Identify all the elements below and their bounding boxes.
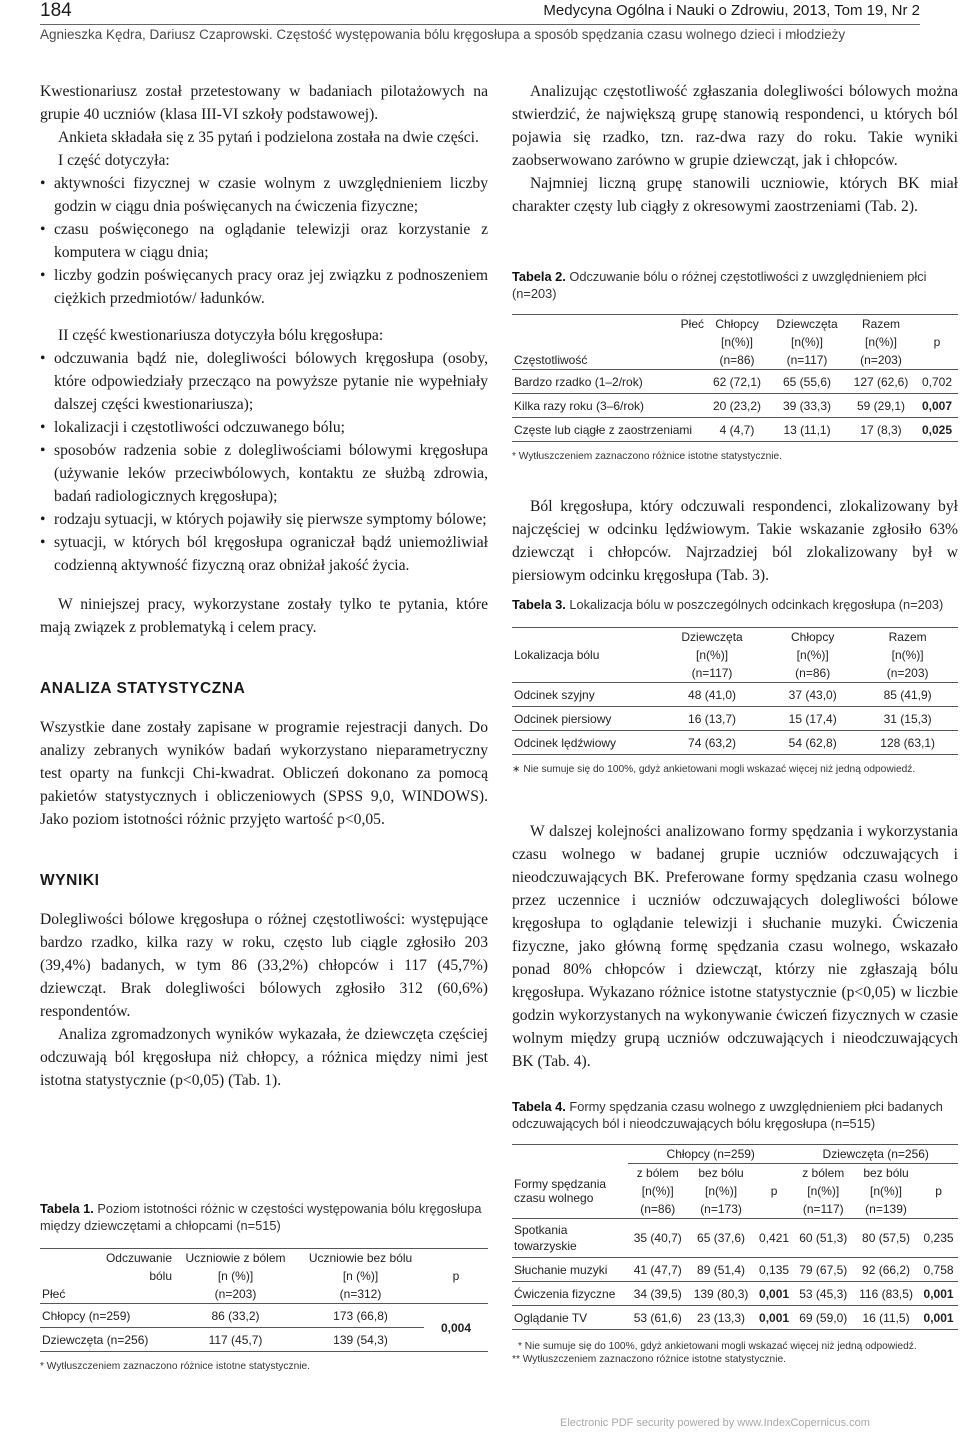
paragraph: Analiza zgromadzonych wyników wykazała, że dziewczęta częściej odczuwają ból kręgosłupa niż chłopcy, a różnica między nimi jest istotna statystycznie (p<0,05) (Tab. 1). xyxy=(40,1026,488,1089)
table-row: Kilka razy roku (3–6/rok) 20 (23,2) 39 (33,3) 59 (29,1) 0,007 xyxy=(512,394,958,418)
section-heading: ANALIZA STATYSTYCZNA xyxy=(40,680,246,697)
table-note: * Wytłuszczeniem zaznaczono różnice istotne statystycznie. xyxy=(512,451,782,462)
table-note: * Wytłuszczeniem zaznaczono różnice istotne statystycznie. xyxy=(40,1361,310,1372)
paragraph: Najmniej liczną grupę stanowili uczniowie, których BK miał charakter częsty lub ciągły z okresowymi zaostrzeniami (Tab. 2). xyxy=(512,175,958,215)
list-item: • sposobów radzenia sobie z dolegliwościami bólowymi kręgosłupa (używanie leków przeciwbólowych, kontaktu ze służbą zdrowia, badań radiologicznych kręgosłupa); xyxy=(40,439,488,508)
header-cell: p xyxy=(933,335,941,349)
header-cell: (n=117) xyxy=(691,666,733,680)
right-column xyxy=(512,80,958,218)
header-cell: Chłopcy xyxy=(715,317,759,331)
paragraph: W niniejszej pracy, wykorzystane zostały tylko te pytania, które mają związek z problematyką i celem pracy. xyxy=(40,596,488,636)
table-row: Chłopcy (n=259) 86 (33,2) 173 (66,8) 0,004 xyxy=(40,1304,488,1328)
header-cell: Płeć xyxy=(42,1287,66,1301)
header-cell: Razem xyxy=(888,630,927,644)
paragraph: II część kwestionariusza dotyczyła bólu kręgosłupa: xyxy=(58,327,384,344)
header-cell: [n(%)] xyxy=(891,648,924,662)
table-row: Odcinek lędźwiowy 74 (63,2) 54 (62,8) 128 (63,1) xyxy=(512,731,958,755)
paragraph: Dolegliwości bólowe kręgosłupa o różnej częstotliwości: występujące bardzo rzadko, kilka razy w roku, często lub ciągle zgłosiło 203 (39,4%) badanych, w tym 86 (33,2%) chłopców i 117 (45,7%) dziewcząt. Brak dolegliwości bólowych zgłosiło 312 (60,6%) respondentów. xyxy=(40,911,488,1020)
header-cell: Uczniowie bez bólu xyxy=(308,1251,413,1265)
header-cell: p xyxy=(452,1269,460,1283)
page-number: 184 xyxy=(40,0,72,21)
section-heading: WYNIKI xyxy=(40,872,100,889)
list-item: • lokalizacji i częstotliwości odczuwanego bólu; xyxy=(40,416,488,439)
header-cell: Chłopcy xyxy=(791,630,835,644)
header-cell: (n=312) xyxy=(339,1287,382,1301)
table-caption: Tabela 1. Poziom istotności różnic w częstości występowania bólu kręgosłupa między dziewczętami a chłopcami (n=515) xyxy=(40,1201,482,1233)
header-cell: Częstotliwość xyxy=(514,353,588,367)
header-cell: bólu xyxy=(149,1269,172,1283)
p-value: 0,004 xyxy=(424,1304,488,1352)
table-2 xyxy=(512,268,958,463)
table-row: Ćwiczenia fizyczne 34 (39,5) 139 (80,3) 0,001 53 (45,3) 116 (83,5) 0,001 xyxy=(512,1282,958,1306)
right-column-block xyxy=(512,495,958,587)
header-cell: Dziewczęta xyxy=(681,630,743,644)
header-cell: [n(%)] xyxy=(864,335,897,349)
header-cell: Płeć xyxy=(680,317,704,331)
header-cell: Razem xyxy=(861,317,900,331)
table-1 xyxy=(40,1200,488,1373)
list-item: • odczuwania bądź nie, dolegliwości bólowych kręgosłupa (osoby, które odpowiedziały przecząco na powyższe pytanie nie wypełniały dalszej części kwestionariusza); xyxy=(40,347,488,416)
header-cell: [n(%)] xyxy=(791,335,824,349)
header-rule xyxy=(40,24,920,25)
bullet-list xyxy=(40,172,488,310)
table-note: ** Wytłuszczeniem zaznaczono różnice istotne statystycznie. xyxy=(512,1354,786,1365)
table-row: Odcinek szyjny 48 (41,0) 37 (43,0) 85 (41,9) xyxy=(512,683,958,707)
table-4 xyxy=(512,1098,958,1366)
table-row: Spotkania towarzyskie 35 (40,7) 65 (37,6) 0,421 60 (51,3) 80 (57,5) 0,235 xyxy=(512,1219,958,1258)
data-table xyxy=(512,627,958,755)
header-cell: [n(%)] xyxy=(796,648,829,662)
list-item: • czasu poświęconego na oglądanie telewizji oraz korzystanie z komputera w ciągu dnia; xyxy=(40,218,488,264)
paragraph: Ankieta składała się z 35 pytań i podzielona została na dwie części. xyxy=(58,129,479,146)
right-column-block xyxy=(512,820,958,1073)
table-3 xyxy=(512,596,958,776)
header-cell: Dziewczęta xyxy=(776,317,838,331)
header-cell: Odczuwanie xyxy=(105,1251,172,1265)
running-title: Agnieszka Kędra, Dariusz Czaprowski. Częstość występowania bólu kręgosłupa a sposób spędzania czasu wolnego dzieci i młodzieży xyxy=(40,27,846,42)
header-cell: [n (%)] xyxy=(217,1269,254,1283)
table-row: Odcinek piersiowy 16 (13,7) 15 (17,4) 31 (15,3) xyxy=(512,707,958,731)
footer-watermark: Electronic PDF security powered by www.IndexCopernicus.com xyxy=(560,1417,870,1429)
list-item: • rodzaju sytuacji, w których pojawiły się pierwsze symptomy bólowe; xyxy=(40,508,488,531)
bullet-list xyxy=(40,347,488,577)
table-row: Słuchanie muzyki 41 (47,7) 89 (51,4) 0,135 79 (67,5) 92 (66,2) 0,758 xyxy=(512,1258,958,1282)
header-cell: [n(%)] xyxy=(696,648,729,662)
paragraph: Analizując częstotliwość zgłaszania dolegliwości bólowych można stwierdzić, że największą grupę stanowią respondenci, u których ból pojawia się rzadko, tzn. raz-dwa razy do roku. Takie wyniki zaobserwowano zarówno w grupie dziewcząt, jak i chłopców. xyxy=(512,83,958,169)
header-cell: (n=203) xyxy=(860,353,902,367)
paragraph: W dalszej kolejności analizowano formy spędzania i wykorzystania czasu wolnego w badanej grupie uczniów odczuwających i nieodczuwających BK. Preferowane formy spędzania czasu wolnego przez uczennice i uczniów odczuwających dolegliwości bólowe kręgosłupa to oglądanie telewizji i słuchanie muzyki. Ćwiczenia fizyczne, jako główną formę spędzania czasu wolnego, wskazało ponad 80% chłopców i dziewcząt, którzy nie zgłaszają bólu kręgosłupa. Wykazano różnice istotne statystycznie (p<0,05) w liczbie godzin wykorzystanych na wykonywanie ćwiczeń fizycznych w czasie wolnym między grupą uczniów odczuwających i nieodczuwających BK (Tab. 4). xyxy=(512,823,958,1070)
left-column xyxy=(40,80,488,1092)
table-note: ∗ Nie sumuje się do 100%, gdyż ankietowani mogli wskazać więcej niż jedną odpowiedź. xyxy=(512,764,916,775)
header-cell: [n(%)] xyxy=(721,335,754,349)
header-cell: (n=86) xyxy=(795,666,831,680)
paragraph: I część dotyczyła: xyxy=(58,152,170,169)
list-item: • sytuacji, w których ból kręgosłupa ograniczał bądź uniemożliwiał codzienną aktywność fizyczną oraz obniżał jakość życia. xyxy=(40,531,488,577)
header-cell: (n=117) xyxy=(786,353,828,367)
table-row: Bardzo rzadko (1–2/rok) 62 (72,1) 65 (55,6) 127 (62,6) 0,702 xyxy=(512,370,958,394)
data-table xyxy=(512,314,958,442)
header-cell: [n (%)] xyxy=(342,1269,379,1283)
table-caption: Tabela 3. Lokalizacja bólu w poszczególnych odcinkach kręgosłupa (n=203) xyxy=(512,597,944,612)
list-item: • liczby godzin poświęcanych pracy oraz jej związku z podnoszeniem ciężkich przedmiotów/ ładunków. xyxy=(40,264,488,310)
journal-title: Medycyna Ogólna i Nauki o Zdrowiu, 2013, Tom 19, Nr 2 xyxy=(543,2,920,19)
header-cell: (n=203) xyxy=(886,666,929,680)
paragraph: Wszystkie dane zostały zapisane w programie rejestracji danych. Do analizy zebranych wyników badań wykorzystano nieparametryczny test oparty na funkcji Chi-kwadrat. Obliczeń dokonano za pomocą pakietów statystycznych i obliczeniowych (SPSS 9,0, WINDOWS). Jako poziom istotności różnic przyjęto wartość p<0,05. xyxy=(40,719,488,828)
header-cell: Dziewczęta (n=256) xyxy=(794,1145,959,1164)
table-caption: Tabela 2. Odczuwanie bólu o różnej częstotliwości z uwzględnieniem płci (n=203) xyxy=(512,269,927,301)
paragraph: Ból kręgosłupa, który odczuwali respondenci, zlokalizowany był najczęściej w odcinku lędźwiowym. Takie wskazanie zgłosiło 63% dziewcząt i chłopców. Najrzadziej ból zlokalizowany był w piersiowym odcinku kręgosłupa (Tab. 3). xyxy=(512,498,958,584)
header-cell: Lokalizacja bólu xyxy=(514,648,600,662)
table-row: Częste lub ciągłe z zaostrzeniami 4 (4,7) 13 (11,1) 17 (8,3) 0,025 xyxy=(512,418,958,442)
header-cell: Uczniowie z bólem xyxy=(185,1251,286,1265)
header-cell: Chłopcy (n=259) xyxy=(628,1145,794,1164)
table-note: * Nie sumuje się do 100%, gdyż ankietowani mogli wskazać więcej niż jedną odpowiedź. xyxy=(518,1341,917,1352)
header-cell: Formy spędzania czasu wolnego xyxy=(514,1176,607,1205)
table-row: Dziewczęta (n=256) 117 (45,7) 139 (54,3) xyxy=(40,1328,488,1352)
header-cell: (n=86) xyxy=(719,353,755,367)
table-caption: Tabela 4. Formy spędzania czasu wolnego z uwzględnieniem płci badanych odczuwających ból i nieodczuwających bólu kręgosłupa (n=515) xyxy=(512,1099,943,1131)
list-item: • aktywności fizycznej w czasie wolnym z uwzględnieniem liczby godzin w ciągu dnia poświęcanych na ćwiczenia fizyczne; xyxy=(40,172,488,218)
paragraph: Kwestionariusz został przetestowany w badaniach pilotażowych na grupie 40 uczniów (klasa III-VI szkoły podstawowej). xyxy=(40,83,488,123)
data-table xyxy=(40,1248,488,1352)
table-row: Oglądanie TV 53 (61,6) 23 (13,3) 0,001 69 (59,0) 16 (11,5) 0,001 xyxy=(512,1306,958,1330)
header-cell: (n=203) xyxy=(214,1287,257,1301)
data-table: Chłopcy (n=259) Dziewczęta (n=256) Formy spędzania czasu wolnego z bólem bez bólu p z bólem bez bólu p [n(%)] [n(%)] [n(%)] [n(%)] (n=86) (n=173) (n=117) (n=139) Spotkania towarzyskie 35 (40,7) 65 (37,6) 0,421 60 (51,3) 80 (57,5) 0,235 Słuchanie muzyki 41 (47,7) 89 (51,4) 0,135 79 (67,5) 92 (66,2) 0,758 Ćwiczenia fizyczne 34 (39,5) 139 (80,3) 0,001 53 (45,3) 116 (83,5) 0,001 Oglądanie TV 53 (61,6) 23 (13,3) 0,001 69 (59,0) 16 (11,5) 0,001 xyxy=(512,1144,958,1330)
